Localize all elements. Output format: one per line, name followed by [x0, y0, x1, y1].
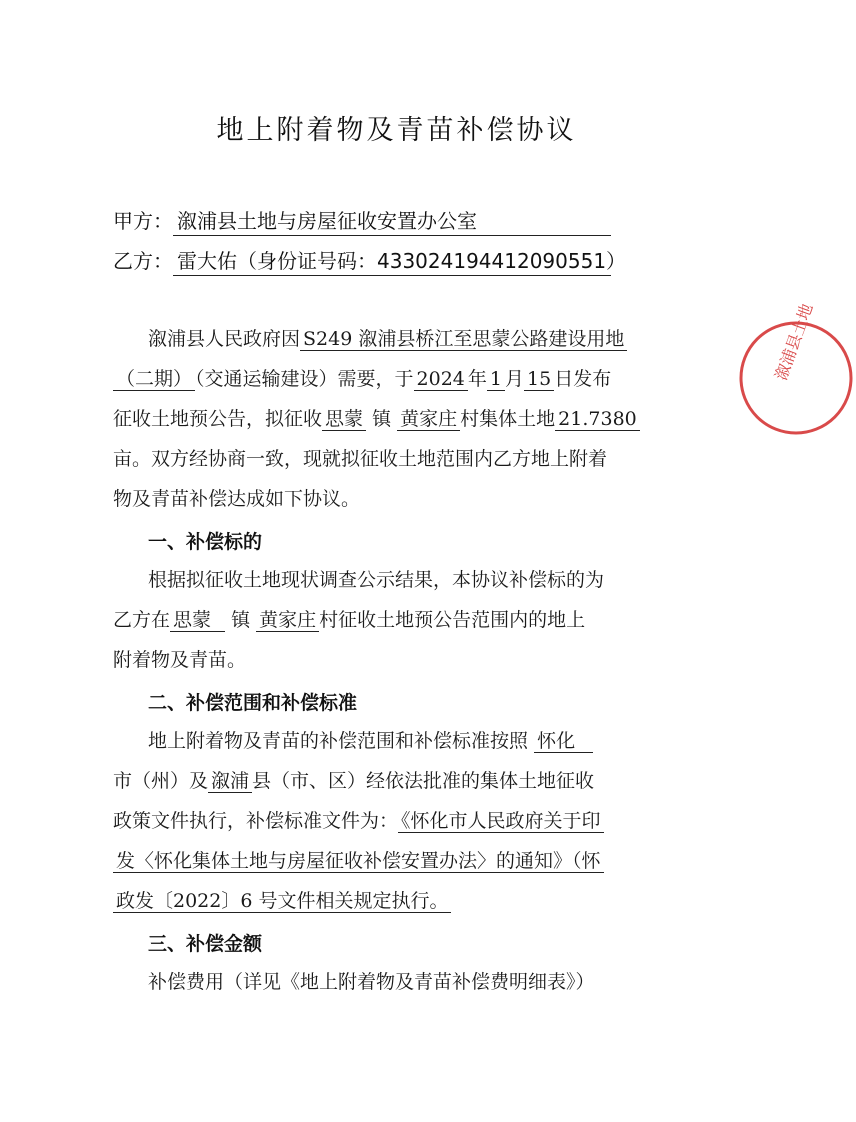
section-3-line-1: 补偿费用（详见《地上附着物及青苗补偿费明细表》） — [148, 971, 595, 993]
section-text: 地上附着物及青苗的补偿范围和补偿标准按照 — [148, 730, 529, 752]
notice-month: 1 — [487, 368, 505, 391]
town-name: 思蒙 — [170, 609, 225, 632]
section-2-line-4 — [113, 848, 604, 874]
intro-line-2 — [113, 366, 611, 392]
intro-line-3 — [113, 406, 640, 432]
city-name: 怀化 — [534, 730, 593, 753]
notice-year: 2024 — [414, 368, 468, 391]
party-b-label: 乙方： — [113, 249, 173, 273]
village-name: 黄家庄 — [256, 609, 319, 632]
section-text: 县（市、区）经依法批准的集体土地征收 — [252, 770, 595, 792]
section-3-heading: 三、补偿金额 — [148, 933, 263, 955]
section-1-line-1: 根据拟征收土地现状调查公示结果，本协议补偿标的为 — [148, 569, 605, 591]
section-2-line-1 — [148, 728, 593, 754]
section-1-heading: 一、补偿标的 — [148, 531, 263, 553]
notice-day: 15 — [524, 368, 554, 391]
section-text: 市（州）及 — [113, 770, 209, 792]
party-a-row — [113, 205, 611, 236]
intro-text: 月 — [505, 368, 525, 390]
official-seal — [736, 301, 856, 438]
standard-document: 政发〔2022〕6 号文件相关规定执行。 — [113, 890, 451, 913]
town-name: 思蒙 — [322, 408, 366, 431]
land-area: 21.7380 — [555, 408, 640, 431]
intro-text: 年 — [467, 368, 487, 390]
intro-line-1 — [148, 326, 627, 352]
intro-text: 征收土地预公告，拟征收 — [113, 408, 323, 430]
party-b-value: 雷大佑（身份证号码：433024194412090551） — [173, 245, 611, 276]
intro-text: 村集体土地 — [460, 408, 556, 430]
intro-text: 溆浦县人民政府因 — [148, 328, 301, 350]
section-text: 乙方在 — [113, 609, 171, 631]
section-2-line-5 — [113, 888, 451, 914]
party-a-value: 溆浦县土地与房屋征收安置办公室 — [173, 205, 611, 236]
county-name: 溆浦 — [208, 770, 252, 793]
village-name: 黄家庄 — [397, 408, 460, 431]
section-text: 政策文件执行，补偿标准文件为： — [113, 810, 399, 832]
intro-line-5: 物及青苗补偿达成如下协议。 — [113, 488, 361, 510]
section-2-line-3 — [113, 808, 604, 834]
intro-text: （交通运输建设）需要，于 — [195, 368, 414, 390]
standard-document: 发〈怀化集体土地与房屋征收补偿安置办法〉的通知》（怀 — [113, 850, 604, 873]
section-text: 镇 — [231, 609, 251, 631]
document-title: 地上附着物及青苗补偿协议 — [216, 115, 577, 146]
intro-line-4: 亩。双方经协商一致，现就拟征收土地范围内乙方地上附着 — [113, 448, 608, 470]
section-text: 村征收土地预公告范围内的地上 — [319, 609, 586, 631]
section-2-line-2 — [113, 768, 594, 794]
project-name: S249 溆浦县桥江至思蒙公路建设用地 — [300, 328, 627, 351]
project-phase: （二期） — [113, 368, 195, 391]
seal-text: 溆浦县土地 — [771, 301, 817, 383]
section-1-line-2 — [113, 607, 585, 633]
section-1-line-3: 附着物及青苗。 — [113, 649, 247, 671]
party-a-label: 甲方： — [113, 209, 173, 233]
section-2-heading: 二、补偿范围和补偿标准 — [148, 692, 358, 714]
standard-document: 《怀化市人民政府关于印 — [398, 810, 604, 833]
intro-text: 镇 — [372, 408, 392, 430]
party-b-row — [113, 245, 627, 276]
intro-text: 日发布 — [554, 368, 612, 390]
